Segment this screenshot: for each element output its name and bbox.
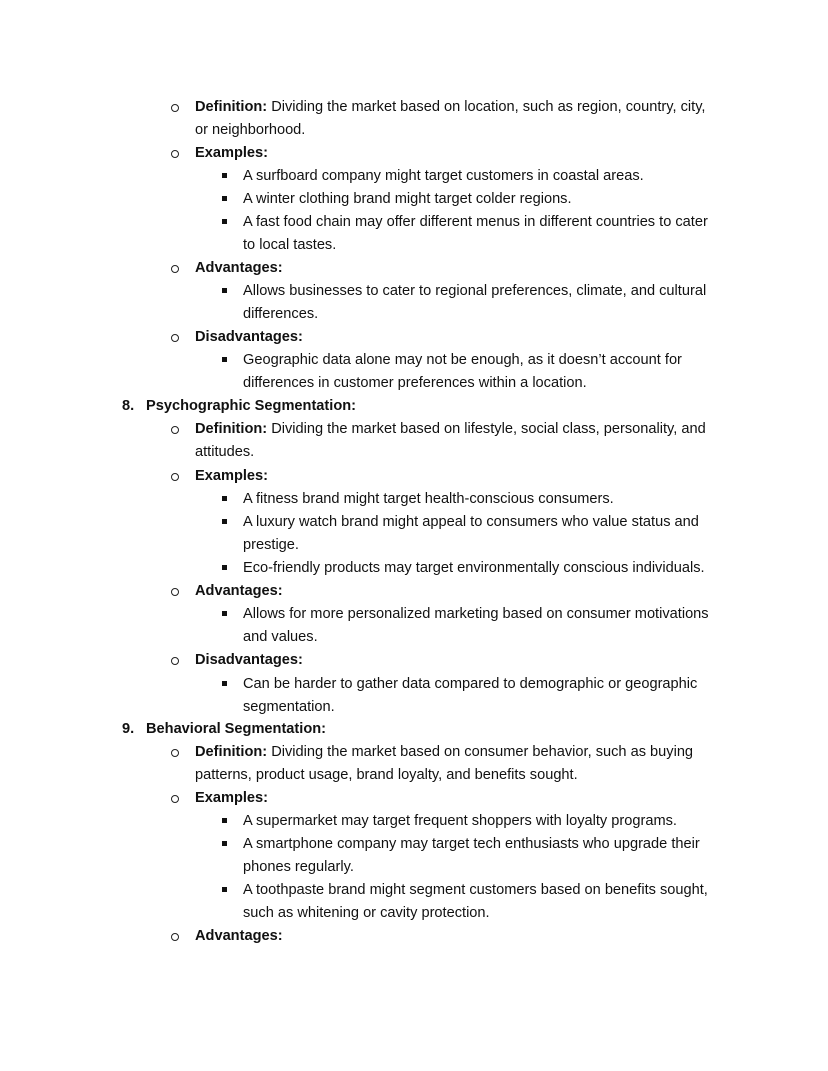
square-bullet-icon	[222, 818, 227, 823]
definition-label: Definition:	[195, 99, 268, 115]
psy-definition	[195, 418, 706, 441]
list-item-cont: prestige.	[243, 537, 299, 553]
square-bullet-icon	[222, 288, 227, 293]
square-bullet-icon	[222, 565, 227, 570]
psy-advantages-label: Advantages:	[195, 583, 283, 599]
list-item: A fast food chain may offer different menus in different countries to cater	[243, 214, 708, 230]
geo-advantages-label: Advantages:	[195, 260, 283, 276]
list-item: A winter clothing brand might target colder regions.	[243, 191, 572, 207]
beh-examples-label: Examples:	[195, 790, 269, 806]
list-item: A toothpaste brand might segment customers based on benefits sought,	[243, 882, 708, 898]
geo-examples-label: Examples:	[195, 145, 269, 161]
square-bullet-icon	[222, 357, 227, 362]
list-item-cont: segmentation.	[243, 699, 335, 715]
beh-definition-cont: patterns, product usage, brand loyalty, and benefits sought.	[195, 767, 578, 783]
psy-definition-cont: attitudes.	[195, 444, 255, 460]
definition-label: Definition:	[195, 744, 268, 760]
square-bullet-icon	[222, 496, 227, 501]
list-item: Allows businesses to cater to regional preferences, climate, and cultural	[243, 283, 707, 299]
section-heading-behavioral: Behavioral Segmentation:	[146, 721, 327, 737]
list-item: Can be harder to gather data compared to demographic or geographic	[243, 676, 698, 692]
hollow-circle-bullet-icon	[171, 150, 179, 158]
hollow-circle-bullet-icon	[171, 473, 179, 481]
psy-examples-label: Examples:	[195, 468, 269, 484]
list-item-cont: differences.	[243, 306, 319, 322]
square-bullet-icon	[222, 196, 227, 201]
hollow-circle-bullet-icon	[171, 933, 179, 941]
list-item: Allows for more personalized marketing based on consumer motivations	[243, 606, 709, 622]
hollow-circle-bullet-icon	[171, 749, 179, 757]
hollow-circle-bullet-icon	[171, 426, 179, 434]
beh-definition	[195, 741, 693, 764]
list-item: Eco-friendly products may target environmentally conscious individuals.	[243, 560, 705, 576]
definition-label: Definition:	[195, 421, 268, 437]
list-item-cont: differences in customer preferences within a location.	[243, 375, 587, 391]
psy-disadvantages-label: Disadvantages:	[195, 652, 303, 668]
square-bullet-icon	[222, 841, 227, 846]
section-number: 8.	[122, 398, 135, 414]
hollow-circle-bullet-icon	[171, 588, 179, 596]
list-item-cont: to local tastes.	[243, 237, 337, 253]
list-item: A supermarket may target frequent shoppers with loyalty programs.	[243, 813, 677, 829]
definition-text: Dividing the market based on location, such as region, country, city,	[267, 99, 706, 115]
hollow-circle-bullet-icon	[171, 334, 179, 342]
square-bullet-icon	[222, 519, 227, 524]
square-bullet-icon	[222, 887, 227, 892]
list-item-cont: and values.	[243, 629, 318, 645]
definition-text: Dividing the market based on lifestyle, social class, personality, and	[267, 421, 706, 437]
section-number: 9.	[122, 721, 135, 737]
beh-advantages-label: Advantages:	[195, 928, 283, 944]
square-bullet-icon	[222, 173, 227, 178]
list-item: A luxury watch brand might appeal to consumers who value status and	[243, 514, 699, 530]
list-item: Geographic data alone may not be enough, as it doesn’t account for	[243, 352, 682, 368]
geo-definition-cont: or neighborhood.	[195, 122, 306, 138]
section-heading-psychographic: Psychographic Segmentation:	[146, 398, 357, 414]
list-item: A fitness brand might target health-conscious consumers.	[243, 491, 614, 507]
square-bullet-icon	[222, 611, 227, 616]
square-bullet-icon	[222, 219, 227, 224]
hollow-circle-bullet-icon	[171, 795, 179, 803]
list-item-cont: phones regularly.	[243, 859, 354, 875]
list-item-cont: such as whitening or cavity protection.	[243, 905, 490, 921]
hollow-circle-bullet-icon	[171, 104, 179, 112]
definition-text: Dividing the market based on consumer behavior, such as buying	[267, 744, 694, 760]
list-item: A surfboard company might target customers in coastal areas.	[243, 168, 644, 184]
hollow-circle-bullet-icon	[171, 657, 179, 665]
hollow-circle-bullet-icon	[171, 265, 179, 273]
geo-definition	[195, 96, 705, 119]
geo-disadvantages-label: Disadvantages:	[195, 329, 303, 345]
square-bullet-icon	[222, 681, 227, 686]
list-item: A smartphone company may target tech enthusiasts who upgrade their	[243, 836, 700, 852]
